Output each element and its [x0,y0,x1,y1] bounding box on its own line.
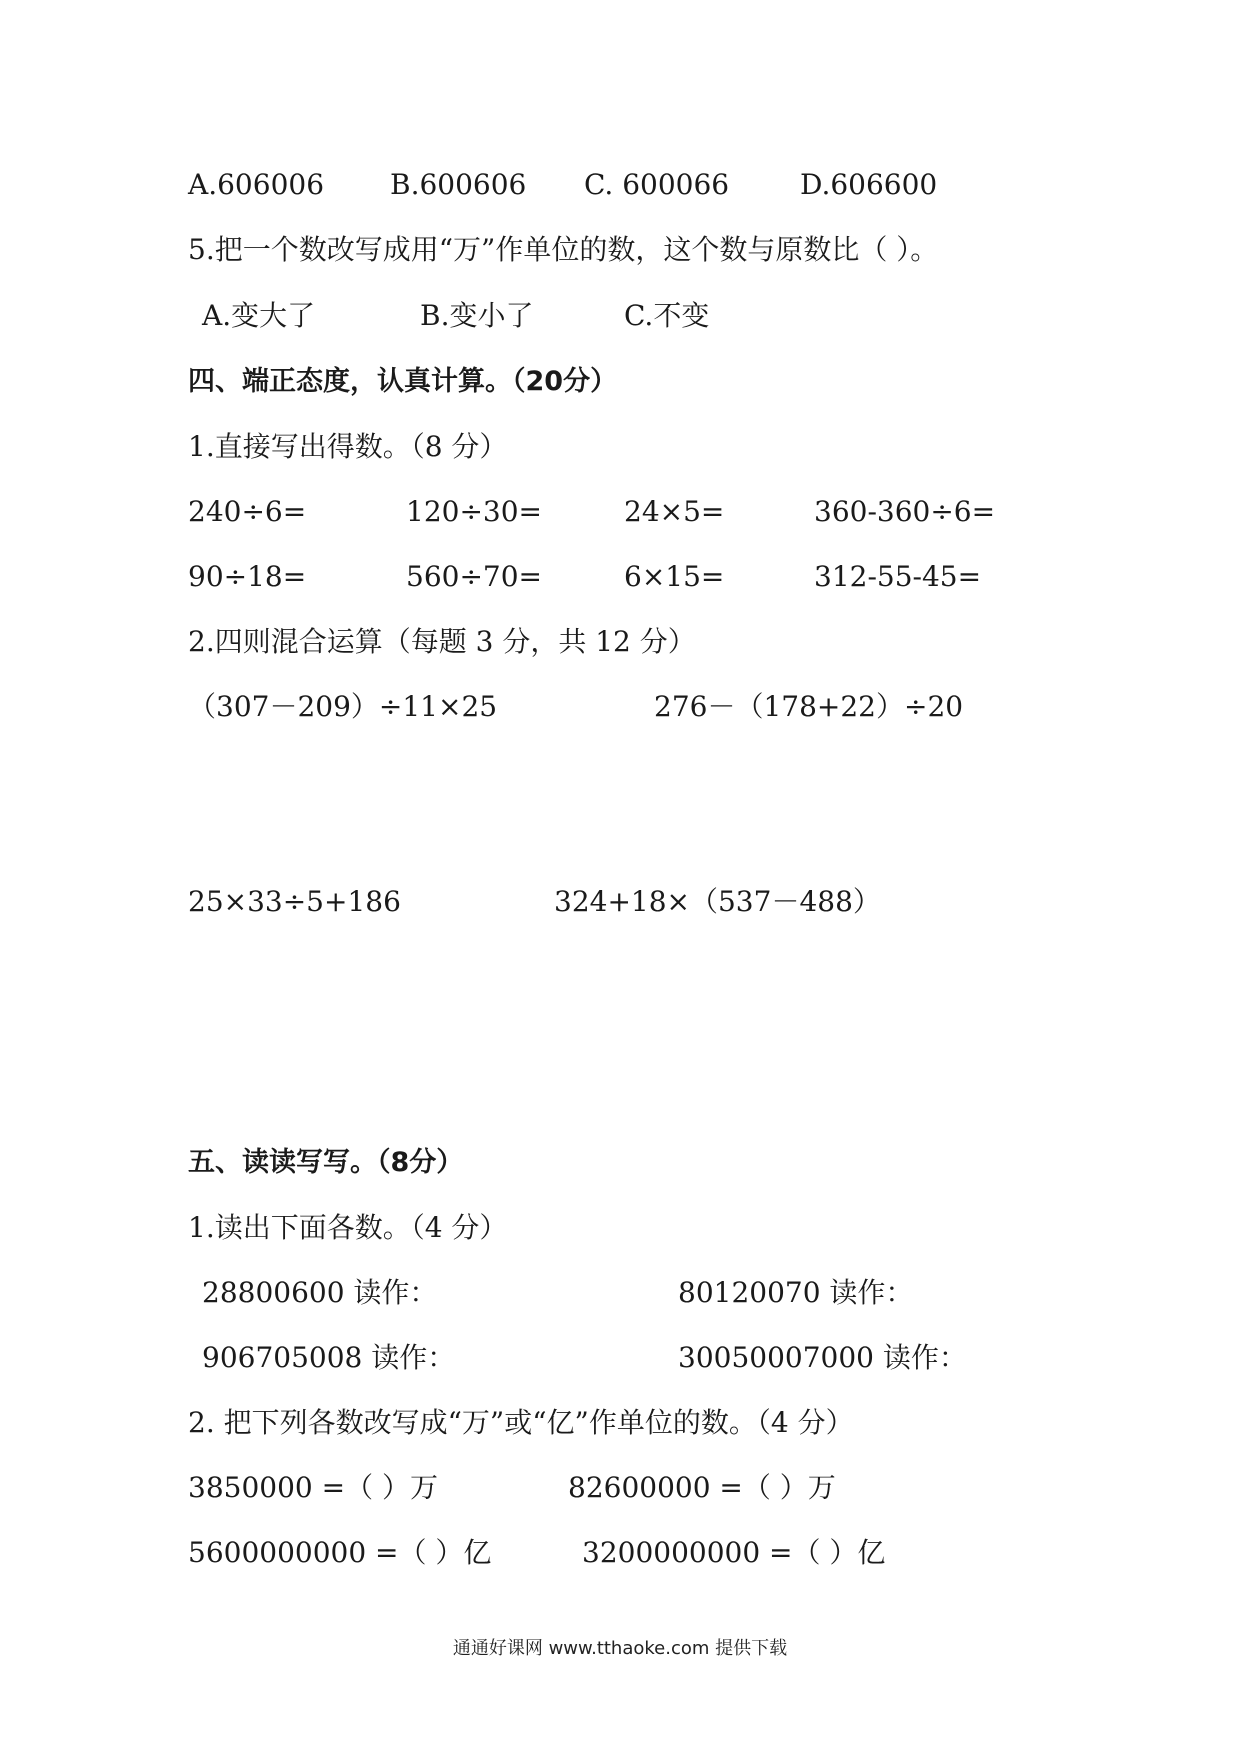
read-number-item: 30050007000 读作： [678,1341,967,1374]
q5-option-c: C.不变 [624,299,710,332]
section5-part2-title: 2. 把下列各数改写成“万”或“亿”作单位的数。（4 分） [188,1406,854,1439]
q4-option-a: A.606006 [188,168,325,201]
rewrite-number-item: 82600000 =（ ）万 [568,1471,836,1504]
section4-part1-title: 1.直接写出得数。（8 分） [188,430,508,463]
mixed-operation-item: 276－（178+22）÷20 [654,690,964,723]
mixed-operation-item: 25×33÷5+186 [188,885,401,918]
rewrite-number-item: 3850000 =（ ）万 [188,1471,438,1504]
mixed-operation-item: 324+18×（537－488） [554,885,881,918]
mental-math-item: 312-55-45= [814,560,982,593]
read-number-item: 80120070 读作： [678,1276,914,1309]
q4-option-d: D.606600 [800,168,938,201]
q4-option-b: B.600606 [390,168,527,201]
section5-heading: 五、读读写写。（8分） [188,1147,464,1178]
mental-math-item: 6×15= [624,560,725,593]
section5-part1-title: 1.读出下面各数。（4 分） [188,1211,508,1244]
mental-math-item: 120÷30= [406,495,542,528]
section4-heading: 四、端正态度，认真计算。（20分） [188,366,618,397]
q5-option-a: A.变大了 [202,299,316,332]
page-footer: 通通好课网 www.tthaoke.com 提供下载 [452,1638,788,1659]
read-number-item: 28800600 读作： [202,1276,438,1309]
rewrite-number-item: 5600000000 =（ ）亿 [188,1536,492,1569]
rewrite-number-item: 3200000000 =（ ）亿 [582,1536,886,1569]
mental-math-item: 560÷70= [406,560,542,593]
mental-math-item: 90÷18= [188,560,307,593]
mental-math-item: 24×5= [624,495,725,528]
q4-option-c: C. 600066 [584,168,730,201]
section4-part2-title: 2.四则混合运算（每题 3 分，共 12 分） [188,625,696,658]
mixed-operation-item: （307－209）÷11×25 [188,690,498,723]
q5-question: 5.把一个数改写成用“万”作单位的数，这个数与原数比（ ）。 [188,233,939,266]
read-number-item: 906705008 读作： [202,1341,456,1374]
q5-option-b: B.变小了 [420,299,534,332]
mental-math-item: 240÷6= [188,495,307,528]
mental-math-item: 360-360÷6= [814,495,996,528]
